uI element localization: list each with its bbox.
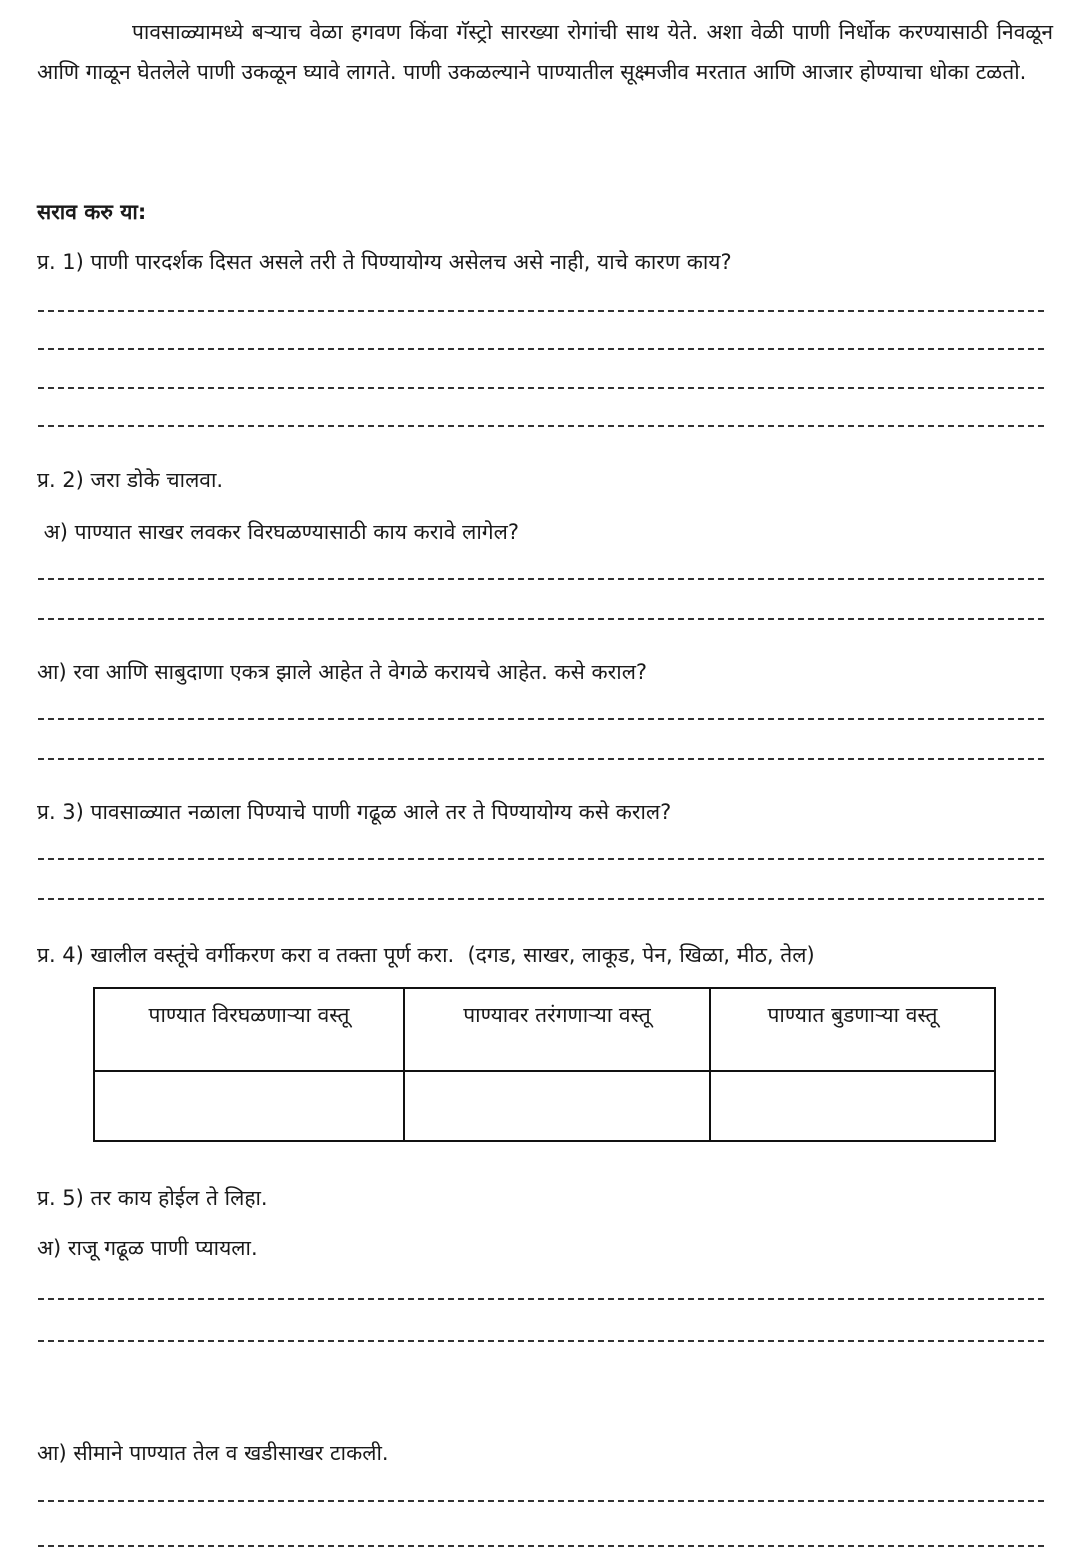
section-heading: सराव करु या:	[37, 200, 147, 224]
answer-cell-dissolving[interactable]	[94, 1071, 404, 1141]
answer-cell-sinking[interactable]	[710, 1071, 995, 1141]
answer-line[interactable]	[38, 310, 1044, 312]
answer-line[interactable]	[38, 387, 1044, 389]
header-dissolving-items: पाण्यात विरघळणाऱ्या वस्तू	[94, 988, 404, 1071]
header-floating-items: पाण्यावर तरंगणाऱ्या वस्तू	[404, 988, 710, 1071]
answer-line[interactable]	[38, 758, 1044, 760]
answer-line[interactable]	[38, 718, 1044, 720]
question-2a: अ) पाण्यात साखर लवकर विरघळण्यासाठी काय करावे लागेल?	[37, 520, 520, 544]
answer-line[interactable]	[38, 348, 1044, 350]
answer-line[interactable]	[38, 618, 1044, 620]
question-4: प्र. 4) खालील वस्तूंचे वर्गीकरण करा व तक्ता पूर्ण करा. (दगड, साखर, लाकूड, पेन, खिळा, मीठ, तेल)	[37, 943, 815, 967]
answer-line[interactable]	[38, 578, 1044, 580]
answer-line[interactable]	[38, 858, 1044, 860]
table-answer-row	[94, 1071, 995, 1141]
table-header-row	[94, 988, 995, 1071]
answer-line[interactable]	[38, 1340, 1044, 1342]
question-1: प्र. 1) पाणी पारदर्शक दिसत असले तरी ते पिण्यायोग्य असेलच असे नाही, याचे कारण काय?	[37, 250, 732, 274]
answer-line[interactable]	[38, 1298, 1044, 1300]
header-sinking-items: पाण्यात बुडणाऱ्या वस्तू	[710, 988, 995, 1071]
classification-table	[93, 987, 996, 1142]
answer-cell-floating[interactable]	[404, 1071, 710, 1141]
answer-line[interactable]	[38, 898, 1044, 900]
intro-paragraph: पावसाळ्यामध्ये बऱ्याच वेळा हगवण किंवा गॅस्ट्रो सारख्या रोगांची साथ येते. अशा वेळी पाणी निर्धोक करण्यासाठी निवळून आणि गाळून घेतलेले पाणी उकळून घ्यावे लागते. पाणी उकळल्याने पाण्यातील सूक्ष्मजीव मरतात आणि आजार होण्याचा धोका टळतो.	[37, 20, 1053, 84]
question-5: प्र. 5) तर काय होईल ते लिहा.	[37, 1186, 268, 1210]
question-3: प्र. 3) पावसाळ्यात नळाला पिण्याचे पाणी गढूळ आले तर ते पिण्यायोग्य कसे कराल?	[37, 800, 672, 824]
question-2b: आ) रवा आणि साबुदाणा एकत्र झाले आहेत ते वेगळे करायचे आहेत. कसे कराल?	[37, 660, 648, 684]
answer-line[interactable]	[38, 1500, 1044, 1502]
question-5a: अ) राजू गढूळ पाणी प्यायला.	[37, 1236, 258, 1260]
answer-line[interactable]	[38, 425, 1044, 427]
answer-line[interactable]	[38, 1545, 1044, 1547]
question-5b: आ) सीमाने पाण्यात तेल व खडीसाखर टाकली.	[37, 1441, 389, 1465]
question-2: प्र. 2) जरा डोके चालवा.	[37, 468, 224, 492]
